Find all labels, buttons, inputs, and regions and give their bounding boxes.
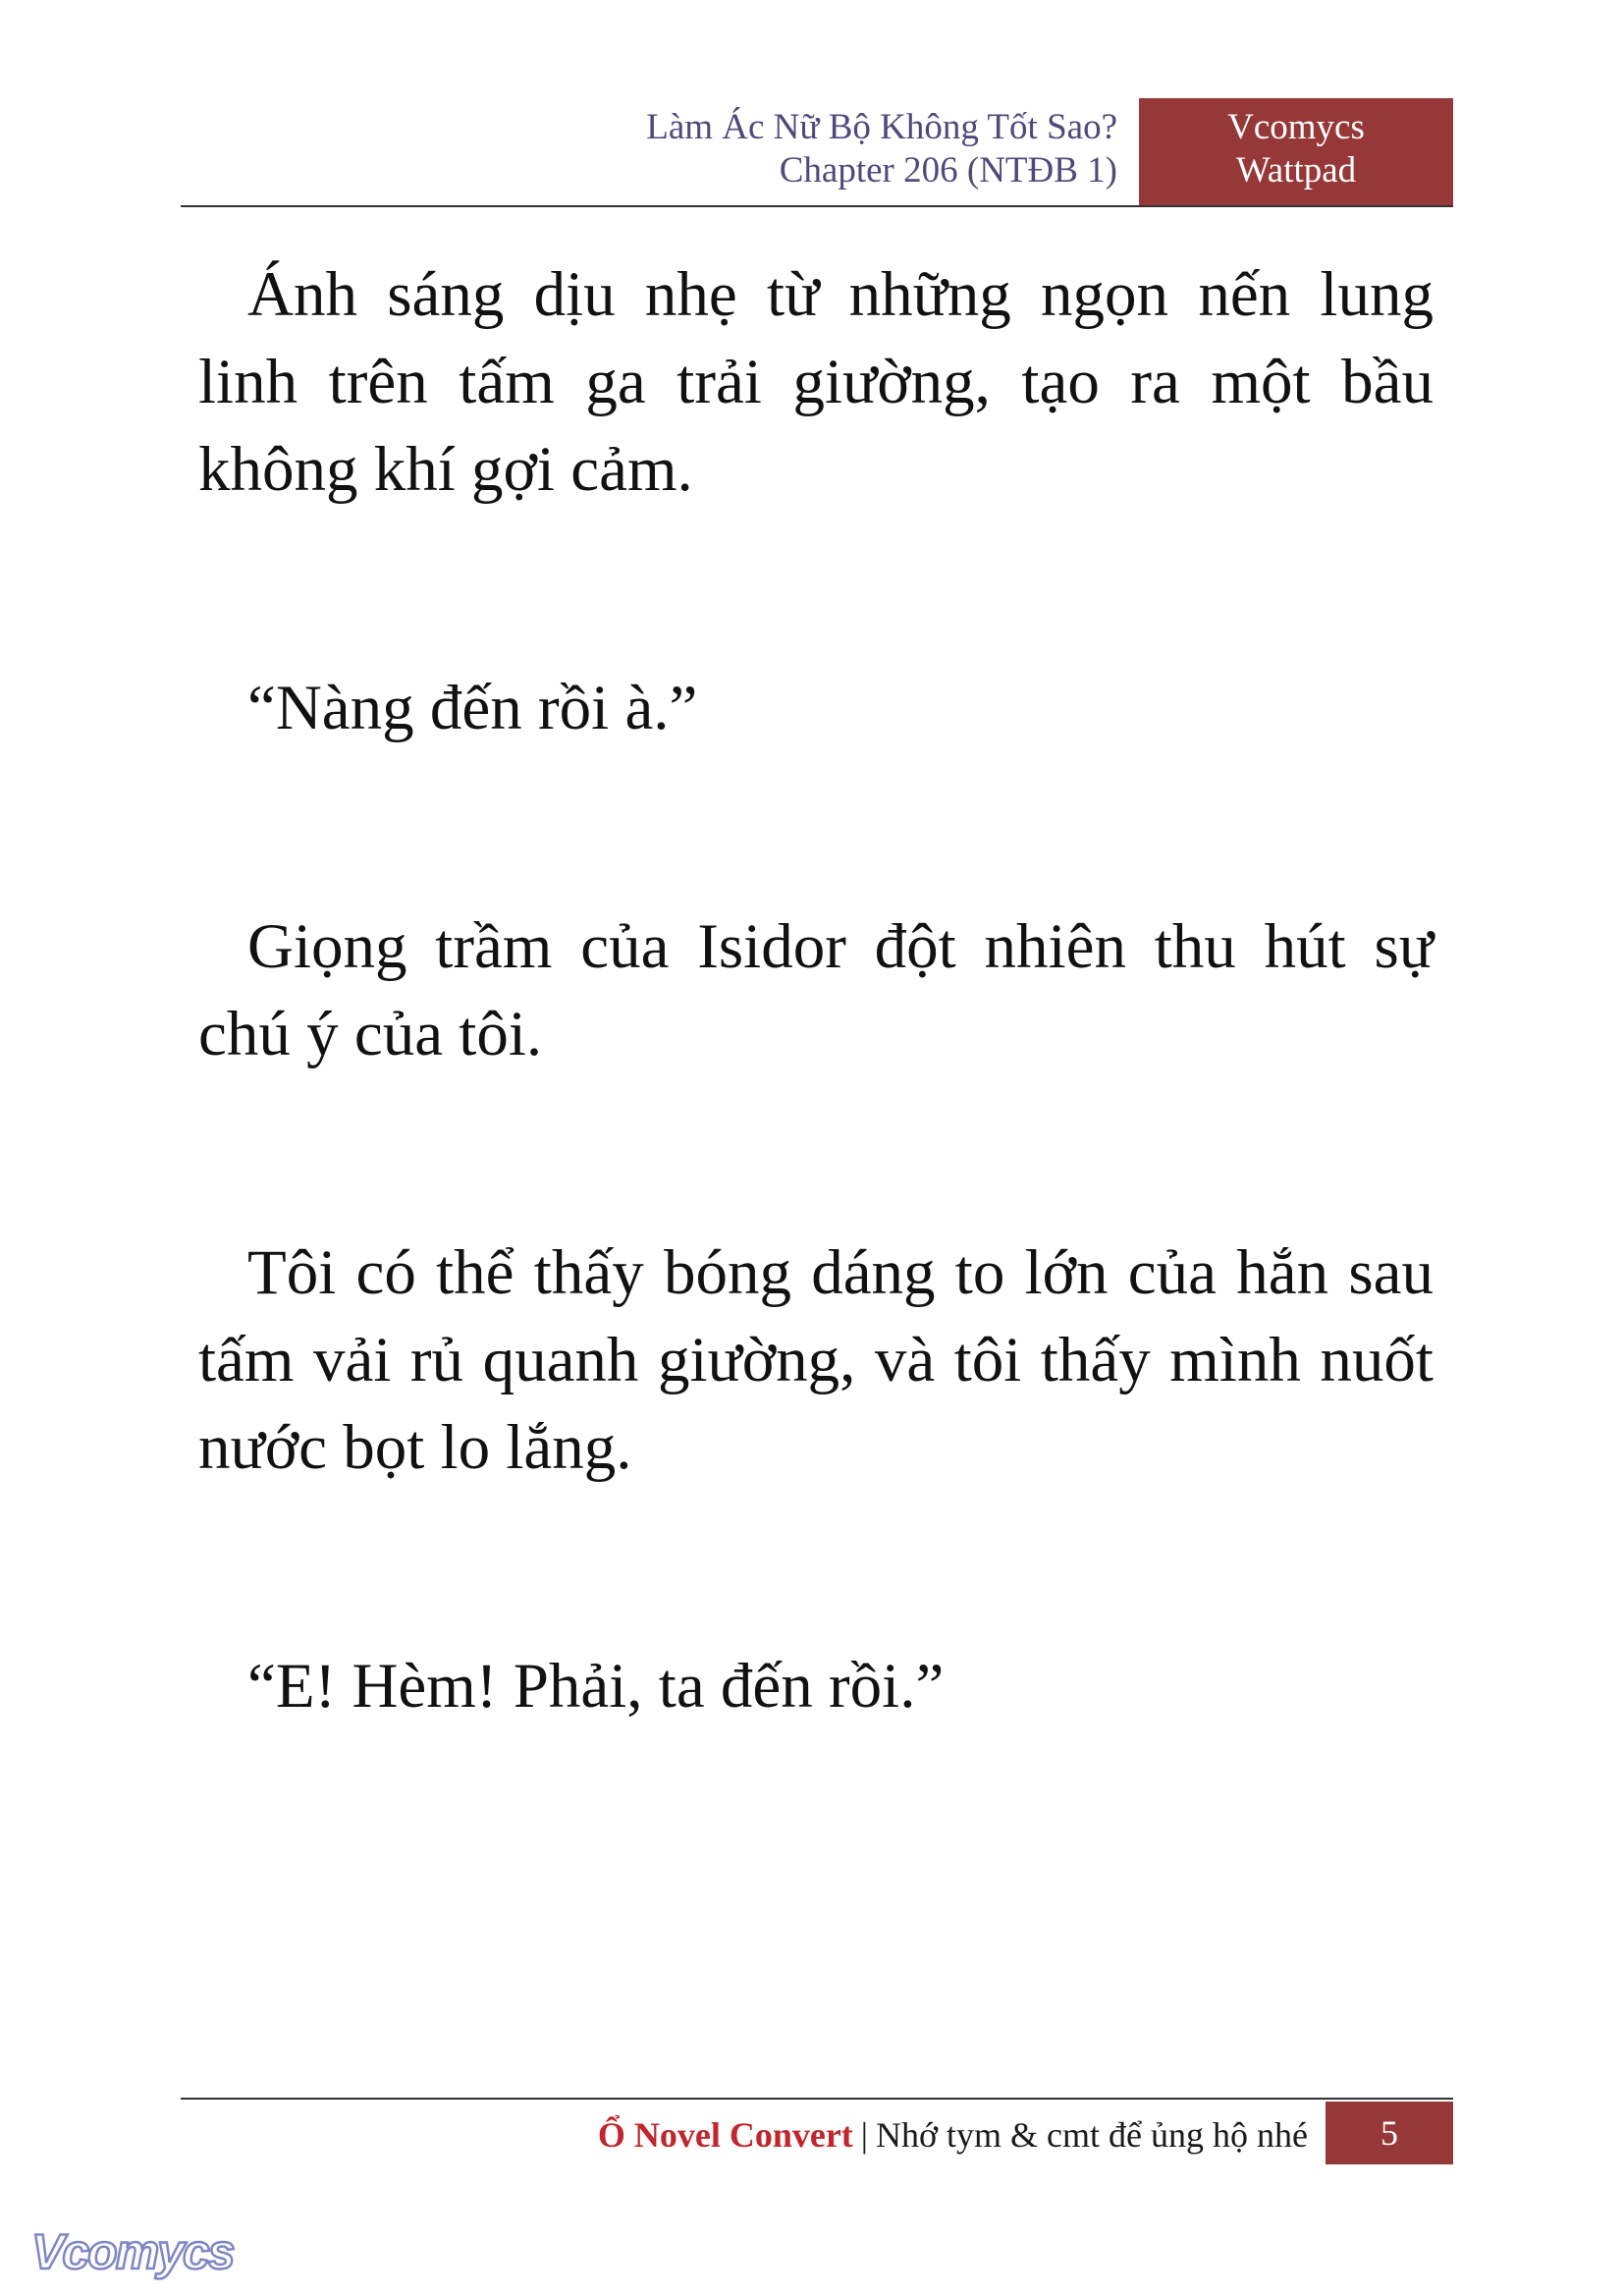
source-name: Vcomycs [1227,107,1365,147]
footer-credit [598,2113,1308,2157]
header-divider [181,205,1453,207]
chapter-body [198,251,1434,1730]
paragraph: “E! Hèm! Phải, ta đến rồi.” [247,1651,945,1722]
footer-brand: Ổ Novel Convert [597,2115,853,2155]
chapter-title: Chapter 206 (NTĐB 1) [779,150,1117,191]
book-title: Làm Ác Nữ Bộ Không Tốt Sao? [646,107,1117,147]
page-footer [181,2098,1453,2166]
header-source-badge [1139,98,1453,206]
vcomycs-logo-icon [27,2217,253,2286]
header-title-block [181,98,1133,206]
watermark-logo-text: Vcomycs [31,2224,234,2279]
paragraph-gap [198,1492,1434,1643]
page-header [181,98,1453,206]
page-number: 5 [1326,2102,1453,2164]
footer-message: Nhớ tym & cmt để ủng hộ nhé [876,2115,1308,2155]
paragraph-gap [198,1078,1434,1230]
footer-divider [181,2098,1453,2100]
paragraph-gap [198,752,1434,903]
paragraph-gap [198,514,1434,665]
paragraph: “Nàng đến rồi à.” [247,673,698,743]
footer-separator: | [860,2115,869,2155]
paragraph: Ánh sáng dịu nhẹ từ những ngọn nến lung linh trên tấm ga trải giường, tạo ra một bầu không khí gợi cảm. [198,259,1434,505]
source-platform: Wattpad [1235,150,1357,191]
paragraph: Tôi có thể thấy bóng dáng to lớn của hắn sau tấm vải rủ quanh giường, và tôi thấy mình nuốt nước bọt lo lắng. [198,1237,1434,1483]
paragraph: Giọng trầm của Isidor đột nhiên thu hút sự chú ý của tôi. [198,911,1434,1069]
